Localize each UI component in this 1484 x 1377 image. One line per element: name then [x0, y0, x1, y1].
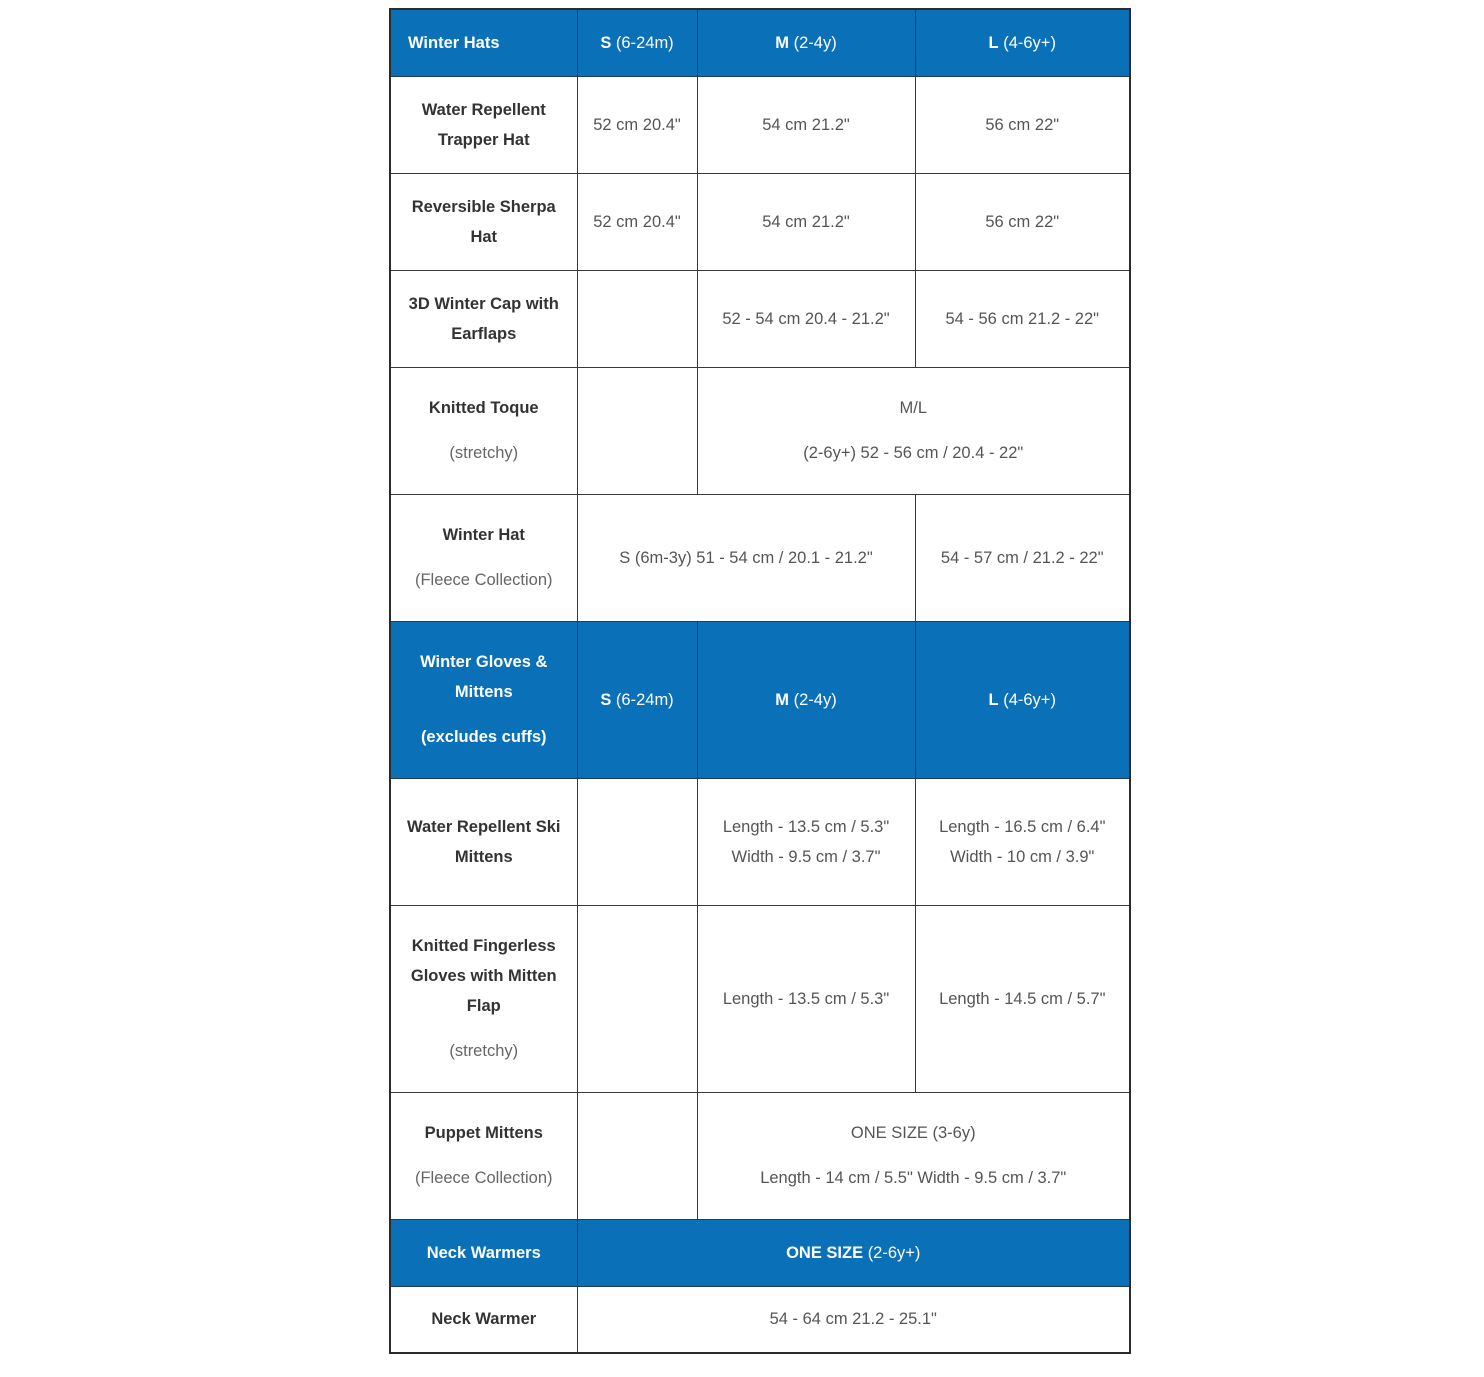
size-l-header — [915, 621, 1130, 778]
table-row — [390, 1092, 1130, 1219]
product-name: Neck Warmer — [390, 1286, 577, 1353]
size-ml-value — [697, 1092, 1130, 1219]
winter-gloves-header-title-cell — [390, 621, 577, 778]
product-name: Winter Hat — [442, 526, 525, 544]
size-s-value: 52 cm 20.4" — [577, 76, 697, 173]
size-code: S — [600, 33, 612, 52]
size-code: M — [775, 690, 790, 709]
size-l-value: 54 - 57 cm / 21.2 - 22" — [915, 494, 1130, 621]
product-name: Water Repellent Ski Mittens — [390, 778, 577, 905]
size-m-value: Length - 13.5 cm / 5.3" — [697, 905, 915, 1092]
size-l-header — [915, 9, 1130, 76]
product-name-cell — [390, 367, 577, 494]
table-row — [390, 1286, 1130, 1353]
size-l-value: Length - 14.5 cm / 5.7" — [915, 905, 1130, 1092]
winter-gloves-header-row — [390, 621, 1130, 778]
size-code: L — [988, 33, 999, 52]
size-ml-measure: (2-6y+) 52 - 56 cm / 20.4 - 22" — [803, 444, 1024, 462]
product-name: Knitted Toque — [428, 399, 539, 417]
size-code: L — [988, 690, 999, 709]
size-ml-title: M/L — [899, 399, 927, 417]
one-size-value: 54 - 64 cm 21.2 - 25.1" — [577, 1286, 1130, 1353]
size-range: (4-6y+) — [1003, 690, 1056, 709]
size-chart-table — [389, 8, 1131, 1354]
size-m-value: Length - 13.5 cm / 5.3" Width - 9.5 cm / 3.7" — [697, 778, 915, 905]
size-range: (2-4y) — [793, 33, 837, 52]
size-range: (6-24m) — [615, 690, 674, 709]
size-sm-value: S (6m-3y) 51 - 54 cm / 20.1 - 21.2" — [577, 494, 915, 621]
size-m-value: 54 cm 21.2" — [697, 173, 915, 270]
size-m-value: 54 cm 21.2" — [697, 76, 915, 173]
size-code: ONE SIZE — [786, 1243, 864, 1262]
size-l-value: 56 cm 22" — [915, 173, 1130, 270]
product-note: (stretchy) — [449, 444, 519, 462]
size-s-value — [577, 367, 697, 494]
product-name: Knitted Fingerless Gloves with Mitten Flap — [410, 937, 557, 1015]
winter-hats-header-title: Winter Hats — [390, 9, 577, 76]
winter-hats-header-row — [390, 9, 1130, 76]
product-name-cell — [390, 1092, 577, 1219]
size-s-value: 52 cm 20.4" — [577, 173, 697, 270]
table-row — [390, 494, 1130, 621]
size-l-value: 56 cm 22" — [915, 76, 1130, 173]
size-code: S — [600, 690, 612, 709]
table-row — [390, 76, 1130, 173]
product-note: (Fleece Collection) — [414, 1169, 553, 1187]
product-name-cell — [390, 905, 577, 1092]
size-s-value — [577, 270, 697, 367]
size-code: M — [775, 33, 790, 52]
neck-warmers-header-title: Neck Warmers — [390, 1219, 577, 1286]
size-l-value: Length - 16.5 cm / 6.4" Width - 10 cm / 3.9" — [915, 778, 1130, 905]
size-m-value: 52 - 54 cm 20.4 - 21.2" — [697, 270, 915, 367]
size-s-value — [577, 778, 697, 905]
size-range: (6-24m) — [615, 33, 674, 52]
product-name: Puppet Mittens — [424, 1124, 543, 1142]
winter-gloves-header-note: (excludes cuffs) — [420, 728, 547, 746]
table-row — [390, 173, 1130, 270]
size-l-value: 54 - 56 cm 21.2 - 22" — [915, 270, 1130, 367]
size-m-header — [697, 621, 915, 778]
product-name: 3D Winter Cap with Earflaps — [390, 270, 577, 367]
size-s-header — [577, 621, 697, 778]
size-m-header — [697, 9, 915, 76]
size-ml-measure: Length - 14 cm / 5.5" Width - 9.5 cm / 3.7" — [760, 1169, 1067, 1187]
product-name: Water Repellent Trapper Hat — [390, 76, 577, 173]
size-ml-title: ONE SIZE (3-6y) — [850, 1124, 976, 1142]
size-ml-value — [697, 367, 1130, 494]
size-range: (4-6y+) — [1003, 33, 1056, 52]
product-name: Reversible Sherpa Hat — [390, 173, 577, 270]
table-row — [390, 905, 1130, 1092]
product-note: (Fleece Collection) — [414, 571, 553, 589]
table-row — [390, 270, 1130, 367]
one-size-header — [577, 1219, 1130, 1286]
table-row — [390, 367, 1130, 494]
size-range: (2-4y) — [793, 690, 837, 709]
winter-gloves-header-title: Winter Gloves & Mittens — [420, 653, 548, 701]
table-row — [390, 778, 1130, 905]
product-name-cell — [390, 494, 577, 621]
neck-warmers-header-row — [390, 1219, 1130, 1286]
size-s-value — [577, 905, 697, 1092]
size-s-header — [577, 9, 697, 76]
size-range: (2-6y+) — [867, 1243, 921, 1262]
size-s-value — [577, 1092, 697, 1219]
product-note: (stretchy) — [449, 1042, 519, 1060]
